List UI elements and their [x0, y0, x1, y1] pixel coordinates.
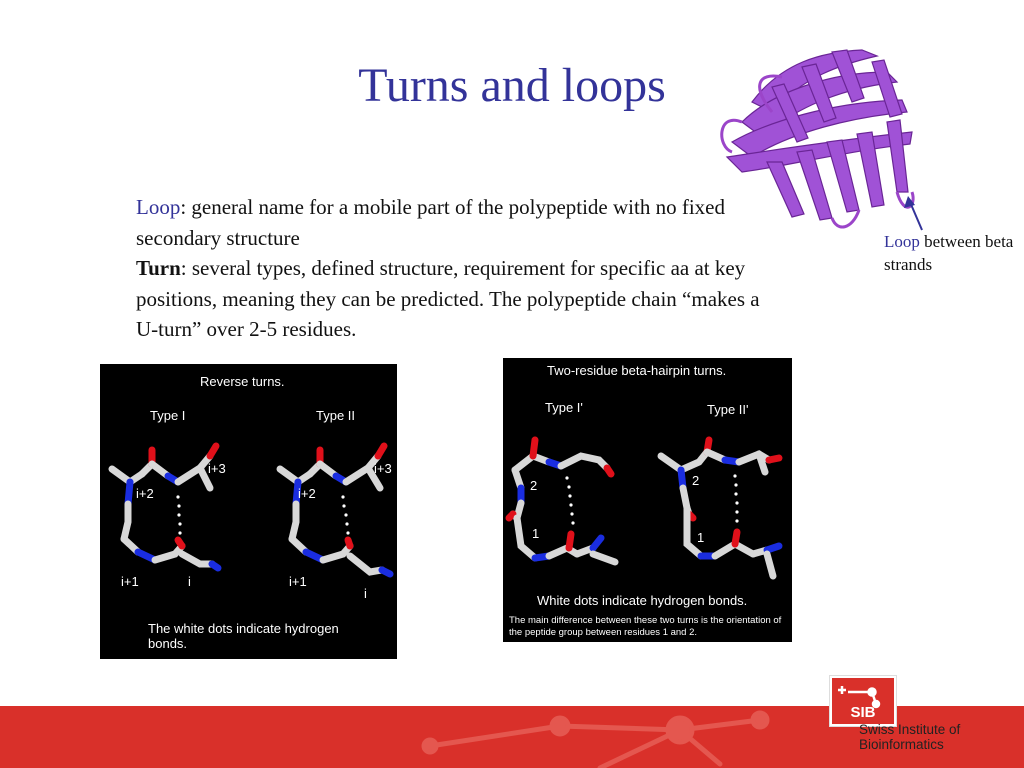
turn-term: Turn [136, 256, 181, 280]
sib-name-line2: Bioinformatics [859, 737, 944, 752]
label-i-plus-3-a: i+3 [208, 461, 226, 476]
label-i-plus-2-b: i+2 [298, 486, 316, 501]
figure-left-caption: The white dots indicate hydrogen bonds. [148, 621, 339, 651]
label-residue-2-b: 2 [692, 473, 700, 488]
figure-right-type2: Type II' [707, 402, 749, 417]
figure-left-type2: Type II [316, 408, 356, 423]
reverse-turns-figure [100, 364, 397, 659]
sib-logo-text: SIB [850, 704, 876, 721]
figure-right-caption: White dots indicate hydrogen bonds. [537, 593, 748, 608]
loop-caption-term: Loop [884, 232, 920, 251]
label-residue-1-a: 1 [532, 526, 540, 541]
loop-caption-rest: between beta strands [884, 232, 1014, 274]
loop-caption [884, 230, 1024, 276]
label-residue-2-a: 2 [530, 478, 538, 493]
sib-name-line1: Swiss Institute of [859, 722, 961, 737]
figure-right-type1: Type I' [545, 400, 583, 415]
figure-right-note: The main difference between these two turns is the orientation of the peptide group between residues 1 and 2. [509, 615, 782, 638]
loop-definition: : general name for a mobile part of the polypeptide with no fixed secondary structure [136, 195, 725, 250]
figure-left-title: Reverse turns. [200, 374, 285, 389]
label-i-a: i [188, 574, 191, 589]
figure-right-title: Two-residue beta-hairpin turns. [547, 363, 727, 378]
label-i-plus-1-a: i+1 [121, 574, 139, 589]
label-i-b: i [364, 586, 367, 601]
beta-hairpin-figure [503, 358, 792, 642]
figure-left-type1: Type I [150, 408, 186, 423]
definition-text [136, 192, 776, 345]
label-i-plus-1-b: i+1 [289, 574, 307, 589]
sib-logo [830, 676, 896, 726]
sib-institute-name [859, 722, 960, 752]
label-i-plus-2-a: i+2 [136, 486, 154, 501]
label-i-plus-3-b: i+3 [374, 461, 392, 476]
slide-title: Turns and loops [358, 59, 666, 112]
turn-definition: : several types, defined structure, requirement for specific aa at key positions, meaning they can be predicted. The polypeptide chain “makes a U-turn” over 2-5 residues. [136, 256, 760, 341]
loop-term: Loop [136, 195, 181, 219]
label-residue-1-b: 1 [697, 530, 705, 545]
